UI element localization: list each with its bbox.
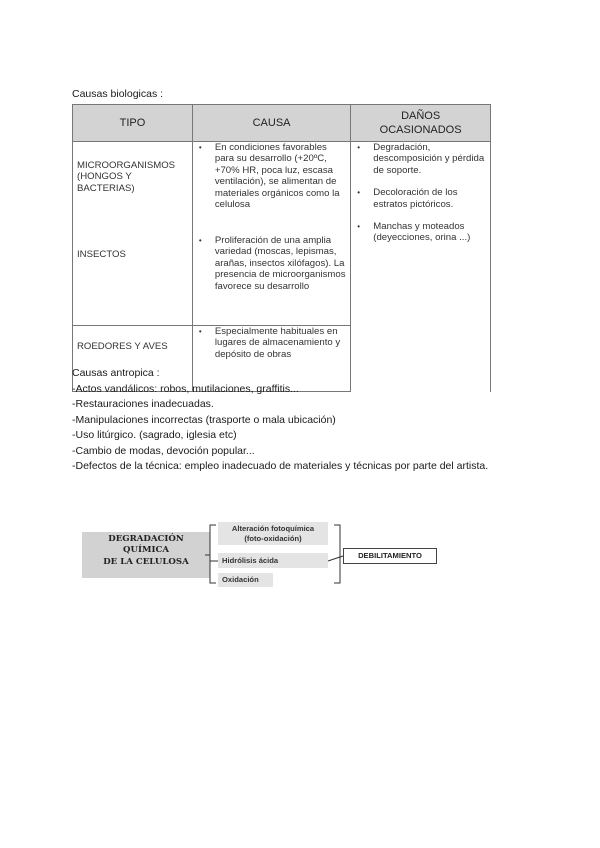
connector-line xyxy=(328,556,343,561)
tipo-roedores: ROEDORES Y AVES xyxy=(77,341,168,352)
causa-insectos: • Proliferación de una amplia variedad (moscas, lepismas, arañas, insectos xilófagos). La presencia de microorganismos favorece su desarrollo xyxy=(197,235,346,292)
anthropic-item: -Actos vandálicos: robos, mutilaciones, graffitis... xyxy=(72,382,299,395)
dano-item: • Manchas y moteados (deyecciones, orina ...) xyxy=(355,221,486,244)
header-tipo: TIPO xyxy=(73,105,193,142)
header-danos-label: DAÑOS OCASIONADOS xyxy=(379,110,462,136)
anthropic-item: -Uso litúrgico. (sagrado, iglesia etc) xyxy=(72,429,237,441)
photochemical-alteration-box xyxy=(218,522,328,545)
causa-roedores: • Especialmente habituales en lugares de almacenamiento y depósito de obras xyxy=(197,326,346,360)
left-bracket xyxy=(210,525,216,583)
acid-hydrolysis-box: Hidrólisis ácida xyxy=(218,553,328,568)
oxidation-box: Oxidación xyxy=(218,573,273,587)
weakening-result-box: DEBILITAMIENTO xyxy=(343,548,437,564)
anthropic-item: -Cambio de modas, devoción popular... xyxy=(72,444,255,457)
dano-item: • Decoloración de los estratos pictóricos. xyxy=(355,187,486,210)
photochemical-line: (foto-oxidación) xyxy=(244,533,302,543)
degradation-line: DEGRADACIÓN xyxy=(108,534,184,544)
degradation-line: DE LA CELULOSA xyxy=(103,556,189,567)
dano-item: • Degradación, descomposición y pérdida de soporte. xyxy=(355,142,486,176)
anthropic-item: -Defectos de la técnica: empleo inadecuado de materiales y técnicas por parte del artista. xyxy=(72,460,489,472)
tipo-insectos: INSECTOS xyxy=(77,249,126,260)
photochemical-line: Alteración fotoquímica xyxy=(231,524,315,533)
causa-microorganismos: • En condiciones favorables para su desarrollo (+20ºC, +70% HR, poca luz, escasa ventilación), se alimentan de materiales orgánicos como la celulosa xyxy=(197,142,346,210)
right-bracket xyxy=(334,525,340,583)
tipo-microorganismos: MICROORGANISMOS (HONGOS Y BACTERIAS) xyxy=(77,160,176,194)
header-causa: CAUSA xyxy=(192,105,350,142)
degradation-line: QUÍMICA xyxy=(122,545,170,556)
anthropic-causes-title: Causas antropica : xyxy=(72,367,160,379)
anthropic-item: -Manipulaciones incorrectas (trasporte o mala ubicación) xyxy=(72,413,336,426)
anthropic-item: -Restauraciones inadecuadas. xyxy=(72,398,214,410)
biological-causes-title: Causas biologicas : xyxy=(72,88,164,100)
